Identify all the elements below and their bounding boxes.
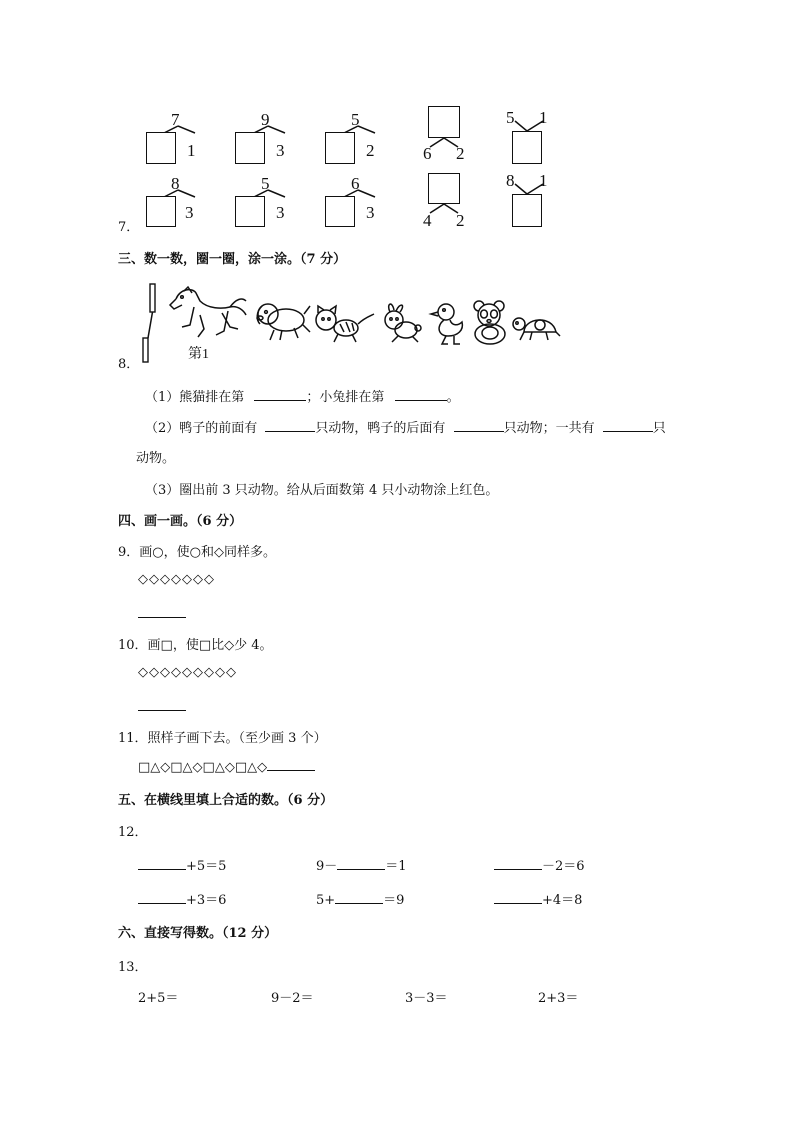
- section-heading: 六、直接写得数。（12 分）: [118, 926, 278, 941]
- arithmetic-item: 3－3＝: [405, 991, 448, 1006]
- equation: [138, 855, 226, 874]
- equation: [494, 855, 585, 874]
- turtle-icon: [510, 310, 562, 346]
- section-heading: 四、画一画。（6 分）: [118, 514, 243, 529]
- section-heading: 五、在横线里填上合适的数。（6 分）: [118, 793, 334, 808]
- answer-box[interactable]: [325, 196, 355, 227]
- answer-box[interactable]: [325, 132, 355, 164]
- rabbit-icon: [378, 300, 424, 344]
- bond-part-number: 1: [539, 171, 548, 190]
- answer-box[interactable]: [235, 196, 265, 227]
- equation-text: 9－: [316, 859, 338, 874]
- answer-blank[interactable]: [337, 857, 385, 870]
- q8-part2-text: 只: [652, 421, 666, 436]
- bond-top-number: 9: [261, 110, 270, 129]
- bond-part-number: 1: [539, 108, 548, 127]
- q8-part2-text: 只动物，鸭子的后面有: [315, 421, 446, 436]
- equation: [494, 889, 582, 908]
- answer-box[interactable]: [235, 132, 265, 164]
- bond-part-number: 3: [276, 141, 285, 160]
- q8-part1-text: （1）熊猫排在第: [145, 390, 245, 405]
- arithmetic-item: 2+3＝: [538, 991, 579, 1006]
- bond-top-number: 7: [171, 110, 180, 129]
- q10-diamonds: ◇◇◇◇◇◇◇◇◇: [138, 665, 237, 680]
- q9-diamonds: ◇◇◇◇◇◇◇: [138, 572, 215, 587]
- answer-blank[interactable]: [603, 419, 653, 432]
- equation-text: +4＝8: [542, 893, 583, 908]
- flag-pole-icon: [140, 282, 162, 364]
- horse-icon: [164, 285, 248, 343]
- arithmetic-item: 9－2＝: [271, 991, 314, 1006]
- question-number: 13．: [118, 960, 148, 975]
- answer-blank[interactable]: [267, 758, 315, 771]
- bond-part-number: 2: [456, 211, 465, 230]
- q8-part2-continued: 动物。: [136, 451, 176, 466]
- answer-blank[interactable]: [494, 857, 542, 870]
- answer-blank[interactable]: [138, 857, 186, 870]
- duck-icon: [428, 300, 468, 346]
- answer-blank[interactable]: [335, 891, 383, 904]
- answer-box[interactable]: [146, 196, 176, 227]
- bond-top-number: 5: [351, 110, 360, 129]
- bond-part-number: 2: [366, 141, 375, 160]
- question-number: 8．: [118, 357, 140, 372]
- answer-blank[interactable]: [138, 605, 186, 618]
- equation: [138, 889, 226, 908]
- q8-part2-text: 只动物；一共有: [503, 421, 595, 436]
- q8-part1-text: ；小兔排在第: [306, 390, 385, 405]
- bond-part-number: 8: [506, 171, 515, 190]
- cat-icon: [312, 304, 376, 344]
- answer-blank[interactable]: [254, 388, 306, 401]
- bond-part-number: 4: [423, 211, 432, 230]
- q10-text: 10．画□，使□比◇少 4。: [118, 638, 273, 653]
- equation-text: ＝9: [383, 893, 405, 908]
- arithmetic-item: 2+5＝: [138, 991, 179, 1006]
- question-number: 12．: [118, 825, 148, 840]
- equation-text: ＝1: [385, 859, 407, 874]
- q9-text: 9．画○，使○和◇同样多。: [118, 545, 276, 560]
- answer-box[interactable]: [428, 173, 460, 204]
- bond-part-number: 3: [276, 203, 285, 222]
- q8-part2-text: （2）鸭子的前面有: [145, 421, 258, 436]
- q8-part1: [145, 386, 460, 405]
- bond-part-number: 2: [456, 144, 465, 163]
- answer-box[interactable]: [512, 131, 542, 164]
- section-heading: 三、数一数，圈一圈，涂一涂。（7 分）: [118, 252, 347, 267]
- equation-text: +3＝6: [186, 893, 227, 908]
- answer-blank[interactable]: [494, 891, 542, 904]
- bond-top-number: 6: [351, 174, 360, 193]
- answer-blank[interactable]: [138, 698, 186, 711]
- dog-icon: [252, 296, 312, 344]
- equation-text: 5+: [316, 893, 336, 908]
- equation: [316, 889, 404, 908]
- bond-part-number: 5: [506, 108, 515, 127]
- bond-top-number: 5: [261, 174, 270, 193]
- answer-box[interactable]: [146, 132, 176, 164]
- bond-part-number: 6: [423, 144, 432, 163]
- equation-text: －2＝6: [542, 859, 585, 874]
- answer-blank[interactable]: [395, 388, 447, 401]
- answer-blank[interactable]: [454, 419, 504, 432]
- q11-text: 11．照样子画下去。（至少画 3 个）: [118, 731, 327, 746]
- equation: [316, 855, 407, 874]
- bond-top-number: 8: [171, 174, 180, 193]
- q11-pattern: [138, 758, 315, 775]
- question-number: 7．: [118, 220, 140, 235]
- answer-box[interactable]: [512, 194, 542, 227]
- first-label: 第1: [188, 347, 209, 362]
- bond-part-number: 3: [366, 203, 375, 222]
- q11-shapes: □△◇□△◇□△◇□△◇: [138, 760, 268, 775]
- equation-text: +5＝5: [186, 859, 227, 874]
- bond-part-number: 3: [185, 203, 194, 222]
- answer-blank[interactable]: [265, 419, 315, 432]
- panda-icon: [470, 300, 510, 346]
- answer-box[interactable]: [428, 106, 460, 138]
- q8-part1-text: 。: [446, 390, 460, 405]
- q8-part3: （3）圈出前 3 只动物。给从后面数第 4 只小动物涂上红色。: [145, 483, 499, 498]
- q8-part2: [145, 417, 666, 436]
- answer-blank[interactable]: [138, 891, 186, 904]
- bond-part-number: 1: [187, 141, 196, 160]
